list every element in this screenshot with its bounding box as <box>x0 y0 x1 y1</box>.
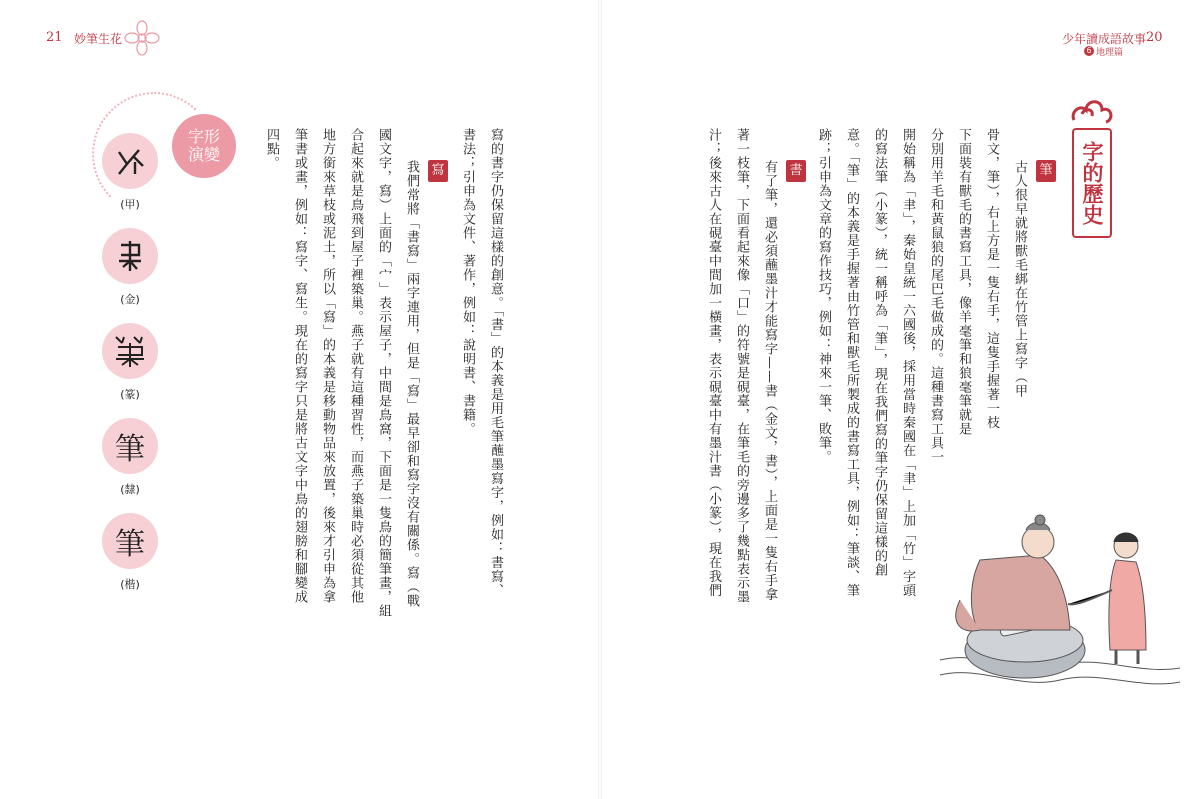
tag-xie: 寫 <box>428 160 448 182</box>
evolution-glyph-seal <box>102 323 158 379</box>
evolution-title-line1: 字形 <box>187 127 220 146</box>
page-header-title-left: 妙筆生花 <box>74 32 123 46</box>
header-volume-badge: 6 <box>1084 46 1094 56</box>
evolution-title-line2: 演變 <box>187 145 220 164</box>
text-column: 意。「筆」的本義是手握著由竹管和獸毛所製成的書寫工具，例如：筆談、筆 <box>844 128 859 598</box>
text-column: 書法；引申為文件、著作，例如：說明書、書籍。 <box>460 128 475 436</box>
text-column: 跡；引申為文章的寫作技巧，例如：神來一筆、敗筆。 <box>816 128 831 464</box>
flower-icon <box>122 18 162 58</box>
illustration-grinding-ink <box>940 500 1180 720</box>
evolution-glyph-bronze <box>102 228 158 284</box>
text-column: 有了筆，還必須蘸墨汁才能寫字——書（金文，書），上面是一隻右手拿 <box>762 160 777 602</box>
evolution-label-regular: (楷) <box>120 578 140 591</box>
evolution-glyph-regular-text: 筆 <box>115 527 145 562</box>
page-number-right: 20 <box>1146 30 1163 45</box>
oracle-bi-glyph-icon <box>113 144 147 178</box>
section-title-history: 字的歷史 <box>1072 128 1112 238</box>
evolution-label-oracle: (甲) <box>120 198 140 211</box>
text-column: 筆書或畫，例如：寫字、寫生。現在的寫字只是將古文字中鳥的翅膀和腳變成 <box>292 128 307 604</box>
evolution-title-badge <box>172 114 236 178</box>
seal-bi-glyph-icon <box>112 333 148 369</box>
bronze-bi-glyph-icon <box>113 239 147 273</box>
text-column: 開始稱為「聿」，秦始皇統一六國後，採用當時秦國在「聿」上加「竹」字頭 <box>900 128 915 598</box>
page-header-title-right: 少年讀成語故事 <box>1062 32 1147 46</box>
text-column: 骨文，筆），右上方是一隻右手，這隻手握著一枝 <box>984 128 999 430</box>
text-column: 汁；後來古人在硯臺中間加一橫畫，表示硯臺中有墨汁書（小篆），現在我們 <box>706 128 721 598</box>
text-column: 四點。 <box>264 128 279 170</box>
tag-bi: 筆 <box>1036 160 1056 182</box>
text-column: 國文字，寫）上面的「宀」表示屋子，中間是鳥窩，下面是一隻鳥的簡筆畫，組 <box>376 128 391 618</box>
evolution-label-bronze: (金) <box>120 293 140 306</box>
cloud-ornament-icon <box>1068 94 1116 128</box>
text-column: 合起來就是鳥飛到屋子裡築巢。燕子就有這種習性，而燕子築巢時必須從其他 <box>348 128 363 604</box>
evolution-label-clerical: (隸) <box>120 483 140 496</box>
text-column: 地方銜來草枝或泥土，所以「寫」的本義是移動物品來放置，後來才引申為拿 <box>320 128 335 604</box>
evolution-glyph-clerical-text: 筆 <box>115 432 145 467</box>
text-column: 我們常將「書寫」兩字連用，但是「寫」最早卻和寫字沒有關係。寫（戰 <box>404 160 419 608</box>
text-column: 分別用羊毛和黃鼠狼的尾巴毛做成的。這種書寫工具一 <box>928 128 943 464</box>
evolution-glyph-clerical <box>102 418 158 474</box>
text-column: 下面裝有獸毛的書寫工具，像羊毫筆和狼毫筆就是 <box>956 128 971 436</box>
tag-shu: 書 <box>786 160 806 182</box>
page-number-left: 21 <box>46 30 63 45</box>
text-column: 的寫法筆（小篆），統一稱呼為「筆」，現在我們寫的筆字仍保留這樣的創 <box>872 128 887 577</box>
text-column: 寫的書字仍保留這樣的創意。「書」的本義是用毛筆蘸墨寫字，例如：書寫、 <box>488 128 503 598</box>
evolution-glyph-oracle <box>102 133 158 189</box>
page-header-subtitle-right: 地理篇 <box>1096 48 1124 58</box>
evolution-label-seal: (篆) <box>120 388 140 401</box>
evolution-glyph-regular <box>102 513 158 569</box>
text-column: 著一枝筆，下面看起來像「口」的符號是硯臺，在筆毛的旁邊多了幾點表示墨 <box>734 128 749 604</box>
text-column: 古人很早就將獸毛綁在竹管上寫字（甲 <box>1012 160 1027 398</box>
